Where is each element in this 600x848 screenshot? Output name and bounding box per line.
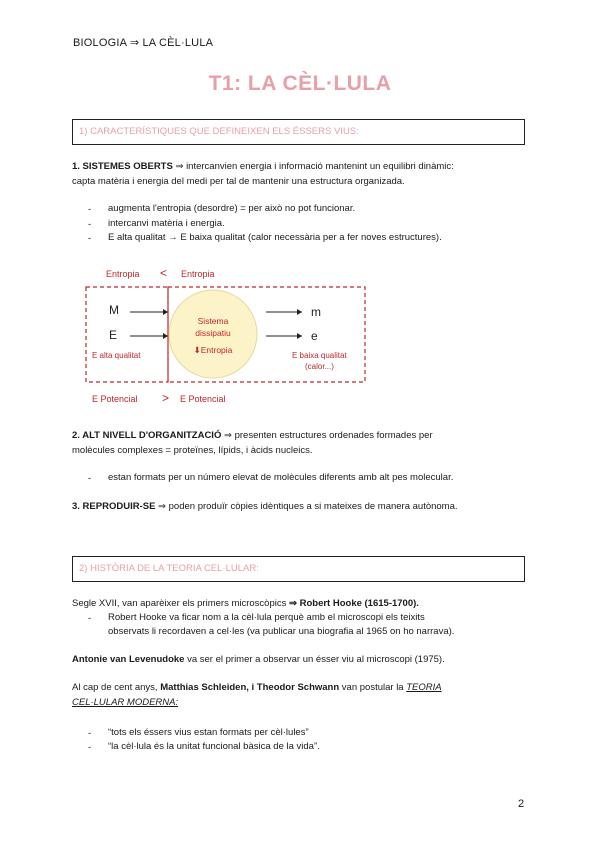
section-1-heading-box: [72, 119, 525, 145]
input-m: M: [109, 303, 119, 317]
term-sistemes-oberts: 1. SISTEMES OBERTS: [72, 161, 173, 172]
dash: -: [88, 233, 92, 244]
paragraph-levenudoke: [72, 652, 542, 667]
page-number: 2: [518, 798, 525, 810]
text: capta matèria i energia del medi per tal de mantenir una estructura organizada.: [72, 176, 405, 187]
page-header: BIOLOGIA ⇒ LA CÈL·LULA: [73, 37, 214, 49]
input-box: [86, 287, 168, 382]
text: molècules complexes = proteïnes, lípids, i àcids nucleics.: [72, 445, 313, 456]
arrowhead: [297, 309, 302, 315]
output-e: e: [311, 329, 318, 343]
section-2-heading-box: [72, 556, 525, 582]
calor-label: (calor...): [305, 362, 334, 371]
text: observats li recordaven a cel·les (va publicar una biografia al 1965 on ho narrava).: [108, 626, 455, 637]
text: ⇒ presenten estructures ordenades formades per: [221, 430, 433, 441]
list-item: estan formats per un número elevat de molècules diferents amb alt pes molecular.: [108, 472, 454, 483]
e-alta-qualitat: E alta qualitat: [92, 351, 141, 360]
arrowhead: [163, 309, 168, 315]
dash: -: [88, 742, 92, 753]
term-reproduir: 3. REPRODUIR-SE: [72, 501, 156, 512]
dash: -: [88, 219, 92, 230]
input-e: E: [109, 328, 118, 342]
quote-item: “la cèl·lula és la unitat funcional bàsica de la vida”.: [108, 741, 320, 752]
text: van postular la: [339, 682, 407, 693]
top-left-entropia: Entropia: [106, 269, 140, 279]
section-2-heading: 2) HISTÒRIA DE LA TEORIA CEL·LULAR:: [79, 563, 259, 574]
dissipative-system-diagram: [80, 262, 380, 412]
arrowhead: [297, 333, 302, 339]
teoria-link-2: CEL·LULAR MODERNA:: [72, 697, 179, 708]
section-1-heading: 1) CARACTERÍSTIQUES QUE DEFINEIXEN ELS ÉSSERS VIUS:: [79, 126, 359, 137]
bottom-left-epotencial: E Potencial: [92, 394, 138, 404]
paragraph-reproduir: [72, 499, 542, 514]
top-right-entropia: Entropia: [181, 269, 215, 279]
text: Segle XVII, van aparèixer els primers microscòpics: [72, 598, 289, 609]
list-item: E alta qualitat → E baixa qualitat (calor necessària per a fer noves estructures).: [108, 232, 442, 243]
dash: -: [88, 473, 92, 484]
text: ⇒ intercanvien energia i informació mantenint un equilibri dinàmic:: [172, 161, 454, 172]
page-title: T1: LA CÈL·LULA: [208, 72, 392, 95]
paragraph-sistemes-oberts: [72, 159, 532, 189]
term-alt-nivell: 2. ALT NIVELL D'ORGANITZACIÓ: [72, 430, 222, 441]
list-item: [108, 611, 454, 639]
top-operator: <: [160, 266, 168, 280]
text: Al cap de cent anys,: [72, 682, 161, 693]
output-m: m: [311, 305, 321, 319]
teoria-link: TEORIA: [406, 682, 442, 693]
paragraph-teoria: [72, 680, 532, 710]
robert-hooke: ⇒ Robert Hooke (1615-1700).: [289, 598, 419, 609]
circle-label-1: Sistema: [197, 316, 229, 326]
bottom-right-epotencial: E Potencial: [180, 394, 226, 404]
arrowhead: [163, 333, 168, 339]
antonie-van-levenudoke: Antonie van Levenudoke: [72, 654, 185, 665]
list-item: intercanvi matèria i energia.: [108, 218, 225, 229]
paragraph-segle-xvii: [72, 596, 532, 611]
text: va ser el primer a observar un ésser viu al microscopi (1975).: [184, 654, 445, 665]
dash: -: [88, 204, 92, 215]
e-baixa-qualitat: E baixa qualitat: [292, 351, 347, 360]
circle-label-3: ⬇Entropia: [193, 345, 233, 355]
paragraph-alt-nivell: [72, 428, 532, 458]
circle-label-2: dissipatiu: [195, 328, 231, 338]
schleiden-schwann: Matthias Schleiden, i Theodor Schwann: [160, 682, 340, 693]
text: ⇒ poden produïr còpies idèntiques a si mateixes de manera autònoma.: [155, 501, 458, 512]
text: Robert Hooke va ficar nom a la cèl·lula perquè amb el microscopi els teixits: [108, 612, 425, 623]
bottom-operator: >: [162, 391, 170, 405]
dash: -: [88, 728, 92, 739]
quote-item: “tots els éssers vius estan formats per cèl·lules”: [108, 727, 309, 738]
dash: -: [88, 613, 92, 624]
list-item: augmenta l'entropia (desordre) = per això no pot funcionar.: [108, 203, 356, 214]
